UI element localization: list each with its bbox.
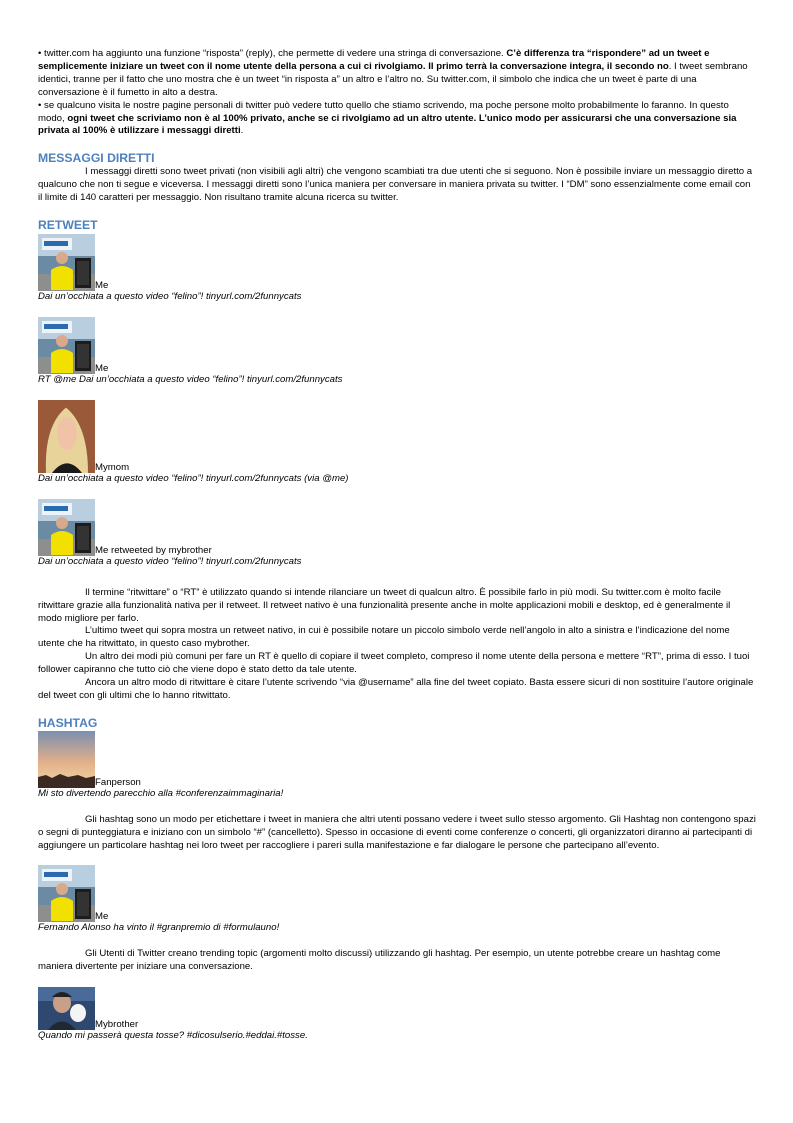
tweet-text: Dai un’occhiata a questo video “felino”! tinyurl.com/2funnycats (via @me) — [38, 472, 349, 484]
tweet-text: Quando mi passerà questa tosse? #dicosulserio.#eddai.#tosse. — [38, 1030, 308, 1042]
tweet-text: RT @me Dai un’occhiata a questo video “felino”! tinyurl.com/2funnycats — [38, 373, 343, 385]
avatar-me-icon — [38, 499, 95, 556]
tweet-text: Dai un’occhiata a questo video “felino”! tinyurl.com/2funnycats — [38, 291, 302, 303]
avatar-fanperson-icon — [38, 731, 95, 788]
tweet-text: Dai un’occhiata a questo video “felino”! tinyurl.com/2funnycats — [38, 555, 302, 567]
tweet-username: Me — [95, 911, 109, 923]
tweet-username: Mybrother — [95, 1019, 139, 1031]
retweet-paragraph: Il termine “ritwittare” o “RT” è utilizzato quando si intende rilanciare un tweet di qualcun altro. È possibile farlo in più modi. Su twitter.com è molto facile ritwittare grazie alla funzionalità nativa per il retweet. Il retweet nativo è una funzionalità presente anche in molte applicazioni mobili e desktop, ed è generalmente il modo migliore per farlo. — [38, 586, 731, 624]
tweet-text: Mi sto divertendo parecchio alla #conferenzaimmaginaria! — [38, 787, 284, 799]
hashtag-paragraph: Gli Utenti di Twitter creano trending topic (argomenti molto discussi) utilizzando gli hashtag. Per esempio, un utente potrebbe creare un hashtag come maniera divertente per iniziare una conversazione. — [38, 948, 721, 973]
tweet — [38, 234, 756, 304]
tweet-text: Fernando Alonso ha vinto il #granpremio di #formulauno! — [38, 922, 280, 934]
avatar-mymom-icon — [38, 400, 95, 473]
avatar-mybrother-icon — [38, 987, 95, 1030]
tweet — [38, 499, 756, 569]
tweet — [38, 400, 756, 486]
privacy-bullet: • se qualcuno visita le nostre pagine personali di twitter può vedere tutto quello che stiamo scrivendo, ma poche persone molto probabilmente lo faranno. In questo modo, ogni tweet che scriviamo non è al 100% privato, anche se ci rivolgiamo ad un altro utente. L’unico modo per assicurarsi che una conversazione sia privata al 100% è utilizzare i messaggi diretti. — [38, 99, 737, 137]
retweet-paragraph: Ancora un altro modo di ritwittare è citare l’utente scrivendo “via @username” alla fine del tweet copiato. Basta essere sicuri di non sostituire l’autore originale del tweet con gli ultimi che lo hanno ritwittato. — [38, 677, 754, 701]
document-page — [38, 48, 756, 1043]
tweet-username: Me — [95, 280, 109, 292]
avatar-me-icon — [38, 234, 95, 291]
tweet-username: Fanperson — [95, 776, 141, 788]
retweet-heading: RETWEET — [38, 218, 98, 233]
tweet — [38, 987, 756, 1043]
tweet — [38, 865, 756, 935]
tweet-username: Me — [95, 362, 109, 374]
reply-bullet: • twitter.com ha aggiunto una funzione “risposta” (reply), che permette di vedere una stringa di conversazione. C’è differenza tra “rispondere” ad un tweet e semplicemente iniziare un tweet con il nome utente della persona a cui ci rivolgiamo. Il primo terrà la conversazione integra, il secondo no. I tweet sembrano identici, tranne per il fatto che uno mostra che è un tweet “in risposta a” un altro e l’altro no. Su twitter.com, il simbolo che indica che un tweet è parte di una conversazione è il fumetto in alto a destra. — [38, 48, 748, 98]
hashtag-paragraph: Gli hashtag sono un modo per etichettare i tweet in maniera che altri utenti possano vedere i tweet sullo stesso argomento. Gli Hashtag non contengono spazi o segni di punteggiatura e iniziano con un simbolo “#” (cancelletto). Spesso in occasione di eventi come conferenze o concerti, gli organizzatori diranno ai partecipanti di aggiungere un particolare hashtag nei loro tweet per raccogliere i pareri sulla manifestazione e far dialogare le persone che partecipano all’evento. — [38, 813, 756, 851]
tweet-username: Mymom — [95, 461, 130, 473]
avatar-me-icon — [38, 865, 95, 922]
dm-heading: MESSAGGI DIRETTI — [38, 151, 155, 166]
tweet — [38, 317, 756, 387]
retweet-paragraph: Un altro dei modi più comuni per fare un RT è quello di copiare il tweet completo, compreso il nome utente della persona e mettere “RT”, prima di esso. I tuoi follower capiranno che tutto ciò che viene dopo è stato detto da tale utente. — [38, 651, 750, 676]
tweet — [38, 731, 756, 801]
hashtag-heading: HASHTAG — [38, 715, 98, 730]
avatar-me-icon — [38, 317, 95, 374]
retweet-paragraph: L’ultimo tweet qui sopra mostra un retweet nativo, in cui è possibile notare un piccolo simbolo verde nell’angolo in alto a sinistra e l’indicazione del nome utente che ha ritwittato, in questo caso mybrother. — [38, 625, 730, 650]
dm-paragraph: I messaggi diretti sono tweet privati (non visibili agli altri) che vengono scambiati tra due utenti che si seguono. Non è possibile inviare un messaggio diretto a qualcuno che non ti segue e viceversa. I messaggi diretti sono l’unica maniera per conversare in maniera privata su twitter. I “DM” sono essenzialmente come email con il limite di 140 caratteri per messaggio. Non risultano tramite alcuna ricerca su twitter. — [38, 166, 753, 204]
tweet-username: Me retweeted by mybrother — [95, 544, 212, 556]
